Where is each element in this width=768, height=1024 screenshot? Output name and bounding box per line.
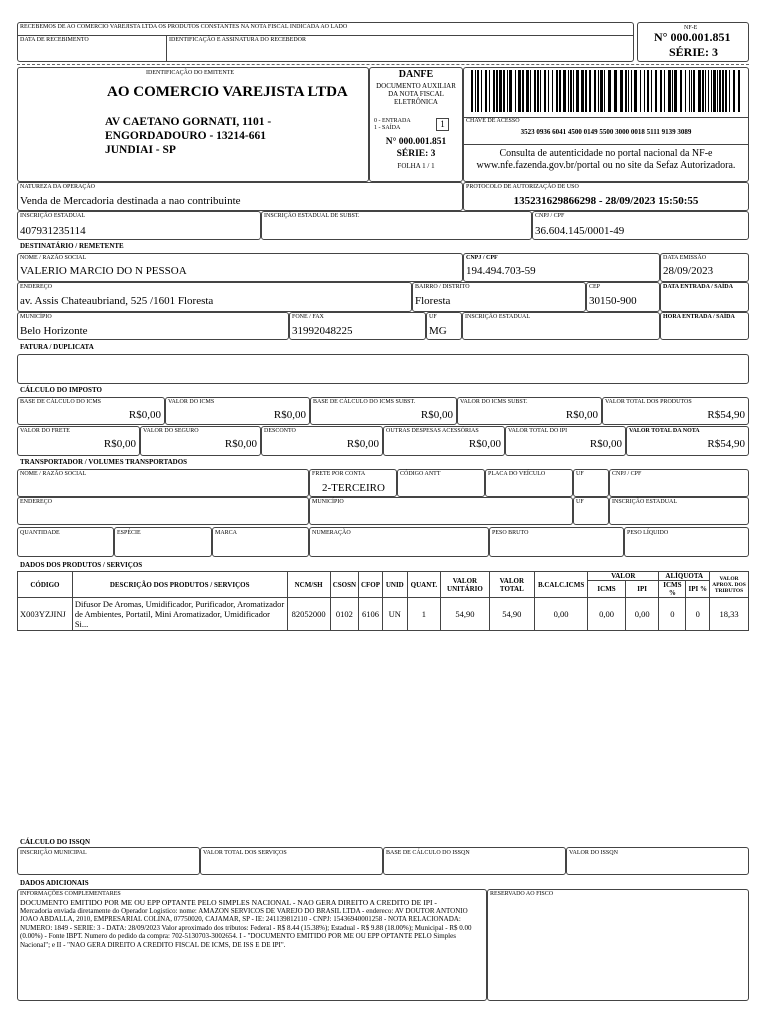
danfe-saida: 1 - SAÍDA: [374, 125, 401, 131]
danfe-numero: N° 000.001.851: [385, 137, 447, 147]
canhoto-serie: SÉRIE: 3: [669, 45, 719, 59]
imposto-r1-value-0: R$0,00: [128, 409, 161, 421]
dest-nome-label: NOME / RAZÃO SOCIAL: [20, 255, 87, 261]
transp-endereco-label: ENDEREÇO: [20, 499, 52, 505]
item-descricao: Difusor De Aromas, Umidificador, Purificador, Aromatizador de Ambientes, Portatil, Mini Aromatizador, Umidificador Si...: [72, 598, 287, 631]
th-bcalc: B.CALC.ICMS: [535, 572, 588, 598]
th-aliquota: ALÍQUOTA: [659, 572, 710, 581]
table-row: [18, 598, 749, 631]
barcode-bar: [711, 70, 712, 112]
barcode-bar: [493, 70, 495, 112]
emitente-endereco2: ENGORDADOURO - 13214-661: [105, 130, 266, 142]
barcode-bar: [644, 70, 645, 112]
dest-fone-label: FONE / FAX: [292, 314, 324, 320]
barcode-bar: [522, 70, 524, 112]
issqn-valor-label: VALOR DO ISSQN: [569, 850, 618, 856]
issqn-im-label: INSCRIÇÃO MUNICIPAL: [20, 850, 87, 856]
imposto-r2-value-3: R$0,00: [468, 438, 501, 450]
barcode-bar: [628, 70, 629, 112]
danfe-tipo: 1: [440, 119, 445, 129]
transp-municipio-label: MUNICÍPIO: [312, 499, 344, 505]
ie-valor: 407931235114: [20, 225, 86, 237]
item-valor-unitario: 54,90: [441, 598, 490, 631]
info-label: INFORMAÇÕES COMPLEMENTARES: [20, 891, 121, 897]
barcode-bar: [691, 70, 692, 112]
item-unid: UN: [382, 598, 407, 631]
th-unid: UNID: [382, 572, 407, 598]
fatura-box: [17, 354, 749, 384]
fatura-section: FATURA / DUPLICATA: [20, 343, 94, 351]
dest-data-emissao-label: DATA EMISSÃO: [663, 255, 707, 261]
th-ipi: IPI: [625, 581, 658, 598]
barcode-bar: [685, 70, 686, 112]
barcode-bar: [537, 70, 539, 112]
dest-municipio: Belo Horizonte: [20, 325, 88, 337]
transp-frete: 2-TERCEIRO: [322, 482, 385, 494]
th-quant: QUANT.: [407, 572, 440, 598]
item-icms: 0,00: [588, 598, 626, 631]
barcode-bar: [548, 70, 549, 112]
barcode-bar: [722, 70, 724, 112]
dest-uf-label: UF: [429, 314, 437, 320]
barcode-bar: [576, 70, 579, 112]
barcode-bar: [552, 70, 553, 112]
ie-label: INSCRIÇÃO ESTADUAL: [20, 213, 86, 219]
danfe-tipo-box: [436, 118, 449, 131]
barcode-bar: [725, 70, 727, 112]
emitente-endereco1: AV CAETANO GORNATI, 1101 -: [105, 116, 272, 128]
barcode-bar: [507, 70, 508, 112]
dest-bairro-label: BAIRRO / DISTRITO: [415, 284, 470, 290]
imposto-r2-label-1: VALOR DO SEGURO: [143, 428, 199, 434]
barcode-bar: [672, 70, 673, 112]
item-ncm: 82052000: [287, 598, 330, 631]
dest-municipio-label: MUNICÍPIO: [20, 314, 52, 320]
barcode-bar: [573, 70, 574, 112]
item-quant: 1: [407, 598, 440, 631]
barcode-bar: [604, 70, 605, 112]
danfe-sub3: ELETRÔNICA: [394, 98, 438, 106]
emitente-nome: AO COMERCIO VAREJISTA LTDA: [107, 84, 348, 100]
barcode-bar: [568, 70, 569, 112]
danfe-sub1: DOCUMENTO AUXILIAR: [376, 82, 456, 90]
natureza-valor: Venda de Mercadoria destinada a nao contribuinte: [20, 195, 241, 207]
transp-nome-label: NOME / RAZÃO SOCIAL: [20, 471, 87, 477]
barcode-bar: [581, 70, 584, 112]
transp-ie-label: INSCRIÇÃO ESTADUAL: [612, 499, 678, 505]
barcode-bar: [660, 70, 662, 112]
canhoto-data-recebimento-label: DATA DE RECEBIMENTO: [20, 37, 89, 43]
chave-label: CHAVE DE ACESSO: [466, 118, 520, 124]
dest-nome: VALERIO MARCIO DO N PESSOA: [20, 265, 187, 277]
th-valor-total: VALOR TOTAL: [489, 572, 534, 598]
imposto-r1-label-0: BASE DE CÁLCULO DO ICMS: [20, 399, 102, 405]
th-csosn: CSOSN: [330, 572, 358, 598]
imposto-r2-value-1: R$0,00: [224, 438, 257, 450]
imposto-r2-label-5: VALOR TOTAL DA NOTA: [629, 428, 700, 434]
chave-consulta1: Consulta de autenticidade no portal nacional da NF-e: [499, 148, 713, 159]
dest-data-entrada-label: DATA ENTRADA / SAÍDA: [663, 284, 733, 290]
dest-cep: 30150-900: [589, 295, 637, 307]
th-ipi-pct: IPI %: [686, 581, 710, 598]
barcode-bar: [540, 70, 541, 112]
imposto-r2-label-4: VALOR TOTAL DO IPI: [508, 428, 568, 434]
transp-especie-label: ESPÉCIE: [117, 530, 141, 536]
issqn-base-label: BASE DE CÁLCULO DO ISSQN: [386, 850, 470, 856]
transp-peso-liquido-label: PESO LÍQUIDO: [627, 530, 669, 536]
chave-consulta2: www.nfe.fazenda.gov.br/portal ou no site da Sefaz Autorizadora.: [476, 160, 736, 171]
barcode-bar: [477, 70, 479, 112]
barcode-bar: [647, 70, 649, 112]
danfe-serie: SÉRIE: 3: [396, 149, 436, 159]
chave-valor: 3523 0936 6041 4500 0149 5500 3000 0018 5111 9139 3089: [520, 128, 692, 136]
issqn-section: CÁLCULO DO ISSQN: [20, 838, 91, 846]
barcode-bar: [559, 70, 561, 112]
imposto-r1-value-3: R$0,00: [565, 409, 598, 421]
item-ipi-pct: 0: [686, 598, 710, 631]
produtos-table: [17, 571, 749, 631]
barcode-bar: [563, 70, 566, 112]
barcode-bar: [664, 70, 665, 112]
transp-numeracao-label: NUMERAÇÃO: [312, 530, 351, 536]
danfe-title: DANFE: [398, 69, 434, 80]
transp-municipio-box: [309, 497, 573, 525]
imposto-r2-label-0: VALOR DO FRETE: [20, 428, 70, 434]
imposto-r1-label-2: BASE DE CÁLCULO DO ICMS SUBST.: [313, 399, 416, 405]
item-aprox: 18,33: [710, 598, 749, 631]
fisco-box: [487, 889, 749, 1001]
dest-bairro: Floresta: [415, 295, 451, 307]
th-icms: ICMS: [588, 581, 626, 598]
transp-uf2-label: UF: [576, 499, 584, 505]
adicionais-section: DADOS ADICIONAIS: [20, 879, 89, 887]
dest-cep-label: CEP: [589, 284, 601, 290]
barcode-bar: [496, 70, 498, 112]
barcode-bar: [499, 70, 502, 112]
imposto-r2-value-2: R$0,00: [346, 438, 379, 450]
barcode-bar: [485, 70, 487, 112]
barcode-bar: [518, 70, 521, 112]
fisco-label: RESERVADO AO FISCO: [490, 891, 554, 897]
barcode-bar: [620, 70, 623, 112]
barcode-bar: [693, 70, 695, 112]
barcode-bar: [526, 70, 529, 112]
emitente-cidade: JUNDIAI - SP: [105, 144, 176, 156]
th-codigo: CÓDIGO: [18, 572, 73, 598]
barcode-bar: [534, 70, 536, 112]
barcode-bar: [509, 70, 512, 112]
barcode-bar: [475, 70, 476, 112]
dest-data-emissao: 28/09/2023: [663, 265, 714, 277]
barcode-bar: [600, 70, 603, 112]
produtos-section: DADOS DOS PRODUTOS / SERVIÇOS: [20, 561, 143, 569]
dest-hora-label: HORA ENTRADA / SAÍDA: [663, 314, 735, 320]
barcode-bar: [503, 70, 505, 112]
canhoto-recebemos: RECEBEMOS DE AO COMERCIO VAREJISTA LTDA OS PRODUTOS CONSTANTES NA NOTA FISCAL INDICADA AO LADO: [20, 24, 348, 30]
barcode-bar: [640, 70, 641, 112]
canhoto-nfe-label: NF-E: [684, 25, 698, 31]
barcode-bar: [719, 70, 721, 112]
transp-marca-label: MARCA: [215, 530, 238, 536]
protocolo-label: PROTOCOLO DE AUTORIZAÇÃO DE USO: [466, 184, 579, 190]
dest-ie-label: INSCRIÇÃO ESTADUAL: [465, 314, 531, 320]
protocolo-valor: 135231629866298 - 28/09/2023 15:50:55: [513, 195, 699, 207]
item-bcalc: 0,00: [535, 598, 588, 631]
transp-peso-bruto-label: PESO BRUTO: [492, 530, 529, 536]
imposto-r2-value-0: R$0,00: [103, 438, 136, 450]
barcode-bar: [717, 70, 718, 112]
barcode-bar: [705, 70, 706, 112]
barcode-bar: [689, 70, 690, 112]
item-codigo: X003YZJINJ: [18, 598, 73, 631]
barcode-bar: [598, 70, 599, 112]
barcode-bar: [655, 70, 657, 112]
barcode-bar: [698, 70, 701, 112]
barcode-bar: [614, 70, 617, 112]
barcode-bar: [708, 70, 709, 112]
barcode-bar: [585, 70, 587, 112]
danfe-folha: FOLHA 1 / 1: [397, 162, 435, 170]
barcode: [471, 70, 743, 112]
th-valor: VALOR: [588, 572, 659, 581]
imposto-r2-label-2: DESCONTO: [264, 428, 296, 434]
emit-cnpj-label: CNPJ / CPF: [535, 213, 565, 219]
dest-cnpj: 194.494.703-59: [466, 265, 536, 277]
item-cfop: 6106: [359, 598, 383, 631]
th-valor-unitario: VALOR UNITÁRIO: [441, 572, 490, 598]
imposto-r1-value-4: R$54,90: [707, 409, 745, 421]
dest-endereco-label: ENDEREÇO: [20, 284, 52, 290]
imposto-r1-value-2: R$0,00: [420, 409, 453, 421]
barcode-bar: [674, 70, 677, 112]
danfe-entrada: 0 - ENTRADA: [374, 118, 411, 124]
barcode-bar: [544, 70, 546, 112]
imposto-r1-label-1: VALOR DO ICMS: [168, 399, 215, 405]
barcode-bar: [738, 70, 740, 112]
transp-endereco-box: [17, 497, 309, 525]
th-icms-pct: ICMS %: [659, 581, 686, 598]
emit-cnpj-valor: 36.604.145/0001-49: [535, 225, 625, 237]
barcode-bar: [608, 70, 611, 112]
barcode-bar: [634, 70, 637, 112]
natureza-label: NATUREZA DA OPERAÇÃO: [20, 184, 96, 190]
issqn-total-label: VALOR TOTAL DOS SERVIÇOS: [203, 850, 287, 856]
barcode-bar: [589, 70, 591, 112]
barcode-bar: [530, 70, 531, 112]
danfe-sub2: DA NOTA FISCAL: [388, 90, 444, 98]
barcode-bar: [702, 70, 704, 112]
imposto-r1-value-1: R$0,00: [273, 409, 306, 421]
transp-qtd-label: QUANTIDADE: [20, 530, 60, 536]
transp-cnpj-label: CNPJ / CPF: [612, 471, 642, 477]
barcode-bar: [680, 70, 682, 112]
transportador-section: TRANSPORTADOR / VOLUMES TRANSPORTADOS: [20, 458, 188, 466]
barcode-bar: [489, 70, 490, 112]
emitente-label: IDENTIFICAÇÃO DO EMITENTE: [146, 70, 234, 76]
info-text: Mercadoria enviada diretamente do Operador Logistico: nome: AMAZON SERVICOS DE VAREJO DO BRASIL LTDA - endereco: AV DOUTOR ANTONIO JOAO ABDALLA, 2010, EMPRESARIAL COLINA, 07750020, CAJAMAR, SP - IE: 241139812110 - CNPJ: 15436940001258 - NOTA RELACIONADA: NUMERO: 1849 - SERIE: 3 - DATA: 28/09/2023 Valor aproximado dos tributos: Federal - R$ 8.44 (15.38%); Estadual - R$ 9.88 (18.00%); Municipal - R$ 0.00 (0.00%) - Fonte IBPT. Numero do pedido da compra: 702-5130703-3002654. I - "DOCUMENTO EMITIDO POR ME OU EPP OPTANTE PELO Simples Nacional"; e II - "NAO GERA DIREITO A CREDITO FISCAL DE ICMS, DE ISS E DE IPI".: [20, 907, 472, 949]
barcode-bar: [594, 70, 596, 112]
dest-cnpj-label: CNPJ / CPF: [466, 255, 498, 261]
imposto-r1-label-3: VALOR DO ICMS SUBST.: [460, 399, 528, 405]
barcode-bar: [625, 70, 627, 112]
canhoto-identificacao-label: IDENTIFICAÇÃO E ASSINATURA DO RECEBEDOR: [169, 37, 307, 43]
th-ncm: NCM/SH: [287, 572, 330, 598]
imposto-r2-value-4: R$0,00: [589, 438, 622, 450]
barcode-bar: [471, 70, 473, 112]
barcode-bar: [631, 70, 632, 112]
barcode-bar: [651, 70, 652, 112]
barcode-bar: [570, 70, 572, 112]
barcode-bar: [668, 70, 671, 112]
barcode-bar: [556, 70, 558, 112]
imposto-r1-label-4: VALOR TOTAL DOS PRODUTOS: [605, 399, 692, 405]
imposto-r2-label-3: OUTRAS DESPESAS ACESSÓRIAS: [386, 428, 479, 434]
destinatario-section: DESTINATÁRIO / REMETENTE: [20, 242, 124, 250]
imposto-section: CÁLCULO DO IMPOSTO: [20, 386, 102, 394]
barcode-bar: [713, 70, 716, 112]
barcode-bar: [729, 70, 730, 112]
item-ipi: 0,00: [625, 598, 658, 631]
iest-label: INSCRIÇÃO ESTADUAL DE SUBST.: [264, 213, 360, 219]
canhoto-numero: N° 000.001.851: [654, 30, 731, 44]
item-csosn: 0102: [330, 598, 358, 631]
dest-uf: MG: [429, 325, 447, 337]
imposto-r2-value-5: R$54,90: [707, 438, 745, 450]
barcode-bar: [515, 70, 516, 112]
transp-uf-label: UF: [576, 471, 584, 477]
th-descricao: DESCRIÇÃO DOS PRODUTOS / SERVIÇOS: [72, 572, 287, 598]
transp-placa-label: PLACA DO VEÍCULO: [488, 471, 546, 477]
barcode-bar: [481, 70, 482, 112]
th-aprox: VALOR APROX. DOS TRIBUTOS: [710, 572, 749, 598]
barcode-bar: [733, 70, 735, 112]
item-valor-total: 54,90: [489, 598, 534, 631]
transp-frete-label: FRETE POR CONTA: [312, 471, 366, 477]
th-cfop: CFOP: [359, 572, 383, 598]
dest-endereco: av. Assis Chateaubriand, 525 /1601 Floresta: [20, 295, 214, 307]
info-line1: DOCUMENTO EMITIDO POR ME OU EPP OPTANTE PELO SIMPLES NACIONAL - NAO GERA DIREITO A CREDITO DE IPI -: [20, 898, 437, 907]
dest-fone: 31992048225: [292, 325, 353, 337]
item-icms-pct: 0: [659, 598, 686, 631]
transp-antt-label: CÓDIGO ANTT: [400, 471, 441, 477]
